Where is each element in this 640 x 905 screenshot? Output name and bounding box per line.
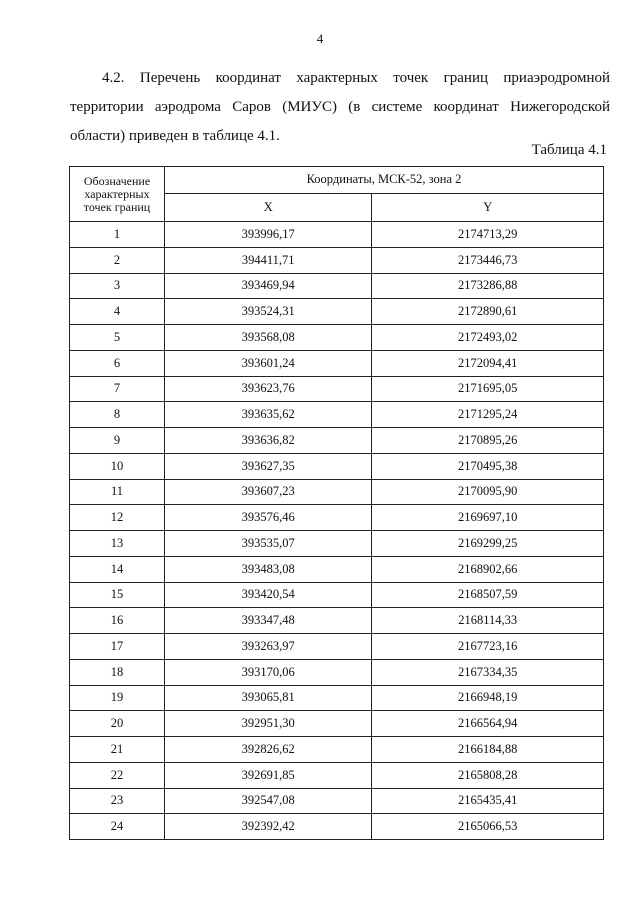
table-row [70, 659, 604, 685]
cell-point-id: 8 [70, 402, 165, 428]
cell-point-id: 14 [70, 556, 165, 582]
cell-point-id: 20 [70, 711, 165, 737]
paragraph-line: 4.2. Перечень координат характерных точек границ приаэродромной [102, 70, 610, 86]
cell-y: 2167723,16 [372, 634, 604, 660]
cell-x: 393469,94 [165, 273, 372, 299]
cell-y: 2165066,53 [372, 814, 604, 840]
cell-x: 393568,08 [165, 325, 372, 351]
cell-y: 2169299,25 [372, 531, 604, 557]
cell-x: 393347,48 [165, 608, 372, 634]
cell-point-id: 7 [70, 376, 165, 402]
table-row [70, 273, 604, 299]
cell-y: 2169697,10 [372, 505, 604, 531]
table-row [70, 531, 604, 557]
header-x: X [165, 193, 372, 221]
cell-x: 394411,71 [165, 247, 372, 273]
table-row [70, 247, 604, 273]
table-row [70, 299, 604, 325]
cell-x: 393524,31 [165, 299, 372, 325]
table-row [70, 582, 604, 608]
cell-y: 2165808,28 [372, 762, 604, 788]
cell-y: 2170895,26 [372, 428, 604, 454]
cell-point-id: 22 [70, 762, 165, 788]
cell-y: 2165435,41 [372, 788, 604, 814]
coordinates-table [69, 166, 604, 840]
cell-x: 393420,54 [165, 582, 372, 608]
cell-point-id: 24 [70, 814, 165, 840]
paragraph-line: области) приведен в таблице 4.1. [70, 128, 280, 144]
cell-x: 393263,97 [165, 634, 372, 660]
cell-x: 393627,35 [165, 453, 372, 479]
table-row [70, 402, 604, 428]
cell-x: 393483,08 [165, 556, 372, 582]
cell-y: 2171295,24 [372, 402, 604, 428]
table-row [70, 325, 604, 351]
cell-y: 2173286,88 [372, 273, 604, 299]
cell-x: 393065,81 [165, 685, 372, 711]
section-paragraph [70, 64, 610, 151]
table-caption: Таблица 4.1 [531, 142, 607, 158]
cell-y: 2170495,38 [372, 453, 604, 479]
table-header-row [70, 167, 604, 194]
cell-point-id: 11 [70, 479, 165, 505]
cell-x: 393535,07 [165, 531, 372, 557]
table-row [70, 685, 604, 711]
cell-x: 392547,08 [165, 788, 372, 814]
header-y: Y [372, 193, 604, 221]
table-header [70, 167, 604, 222]
header-coordinates: Координаты, МСК-52, зона 2 [165, 167, 604, 194]
cell-y: 2168902,66 [372, 556, 604, 582]
cell-point-id: 16 [70, 608, 165, 634]
cell-x: 392951,30 [165, 711, 372, 737]
cell-y: 2174713,29 [372, 222, 604, 248]
cell-point-id: 12 [70, 505, 165, 531]
table-row [70, 505, 604, 531]
table-row [70, 428, 604, 454]
cell-point-id: 18 [70, 659, 165, 685]
table-row [70, 350, 604, 376]
cell-x: 392691,85 [165, 762, 372, 788]
cell-x: 392826,62 [165, 737, 372, 763]
cell-point-id: 3 [70, 273, 165, 299]
table-body [70, 222, 604, 840]
table-row [70, 737, 604, 763]
cell-x: 393601,24 [165, 350, 372, 376]
cell-point-id: 21 [70, 737, 165, 763]
table-row [70, 762, 604, 788]
cell-x: 393576,46 [165, 505, 372, 531]
cell-point-id: 19 [70, 685, 165, 711]
cell-x: 393623,76 [165, 376, 372, 402]
table-row [70, 556, 604, 582]
cell-y: 2171695,05 [372, 376, 604, 402]
table-row [70, 479, 604, 505]
cell-y: 2172094,41 [372, 350, 604, 376]
cell-point-id: 1 [70, 222, 165, 248]
cell-y: 2168114,33 [372, 608, 604, 634]
paragraph-line: территории аэродрома Саров (МИУС) (в системе координат Нижегородской [70, 99, 610, 115]
cell-point-id: 9 [70, 428, 165, 454]
cell-point-id: 17 [70, 634, 165, 660]
cell-y: 2172493,02 [372, 325, 604, 351]
cell-y: 2167334,35 [372, 659, 604, 685]
table-row [70, 376, 604, 402]
cell-y: 2166948,19 [372, 685, 604, 711]
cell-x: 393635,62 [165, 402, 372, 428]
cell-point-id: 6 [70, 350, 165, 376]
cell-point-id: 23 [70, 788, 165, 814]
cell-x: 393996,17 [165, 222, 372, 248]
table-row [70, 453, 604, 479]
cell-point-id: 10 [70, 453, 165, 479]
cell-point-id: 2 [70, 247, 165, 273]
cell-y: 2170095,90 [372, 479, 604, 505]
cell-y: 2168507,59 [372, 582, 604, 608]
cell-y: 2166564,94 [372, 711, 604, 737]
cell-y: 2166184,88 [372, 737, 604, 763]
page-number: 4 [316, 31, 324, 46]
cell-y: 2173446,73 [372, 247, 604, 273]
table-row [70, 711, 604, 737]
cell-point-id: 15 [70, 582, 165, 608]
cell-point-id: 5 [70, 325, 165, 351]
cell-x: 393170,06 [165, 659, 372, 685]
table-row [70, 608, 604, 634]
cell-x: 393636,82 [165, 428, 372, 454]
cell-x: 392392,42 [165, 814, 372, 840]
table-row [70, 788, 604, 814]
cell-x: 393607,23 [165, 479, 372, 505]
header-point-designation: Обозначение характерных точек границ [70, 167, 165, 222]
table-row [70, 222, 604, 248]
cell-point-id: 4 [70, 299, 165, 325]
table-row [70, 634, 604, 660]
cell-y: 2172890,61 [372, 299, 604, 325]
table-row [70, 814, 604, 840]
cell-point-id: 13 [70, 531, 165, 557]
